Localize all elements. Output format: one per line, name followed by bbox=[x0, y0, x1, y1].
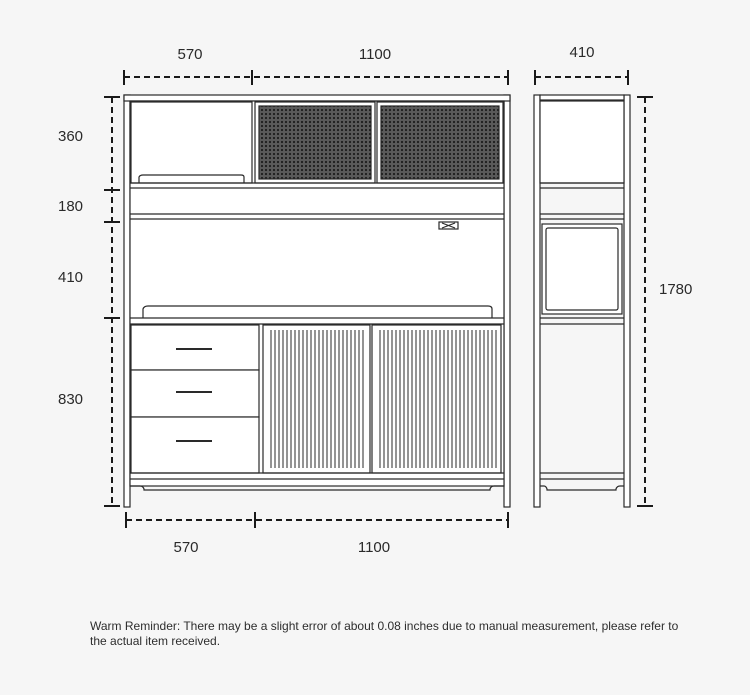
height-section-2-label: 180 bbox=[58, 198, 84, 215]
height-section-3-label: 410 bbox=[58, 269, 84, 286]
top-dimension-lines bbox=[124, 70, 628, 85]
height-section-1-label: 360 bbox=[58, 128, 84, 145]
bottom-dimension-lines bbox=[126, 512, 508, 528]
right-dimension-line bbox=[637, 97, 653, 506]
left-dimension-lines bbox=[104, 97, 120, 506]
top-width-right-label: 1100 bbox=[358, 46, 392, 63]
warm-reminder-text: Warm Reminder: There may be a slight error of about 0.08 inches due to manual measurement, please refer to the actual item received. bbox=[90, 619, 679, 648]
bottom-width-right-label: 1100 bbox=[357, 539, 391, 556]
height-section-4-label: 830 bbox=[58, 391, 84, 408]
side-view bbox=[534, 95, 630, 507]
front-view bbox=[124, 95, 510, 507]
total-height-label: 1780 bbox=[659, 281, 693, 298]
side-depth-label: 410 bbox=[569, 44, 595, 61]
top-width-left-label: 570 bbox=[177, 46, 203, 63]
bottom-width-left-label: 570 bbox=[173, 539, 199, 556]
